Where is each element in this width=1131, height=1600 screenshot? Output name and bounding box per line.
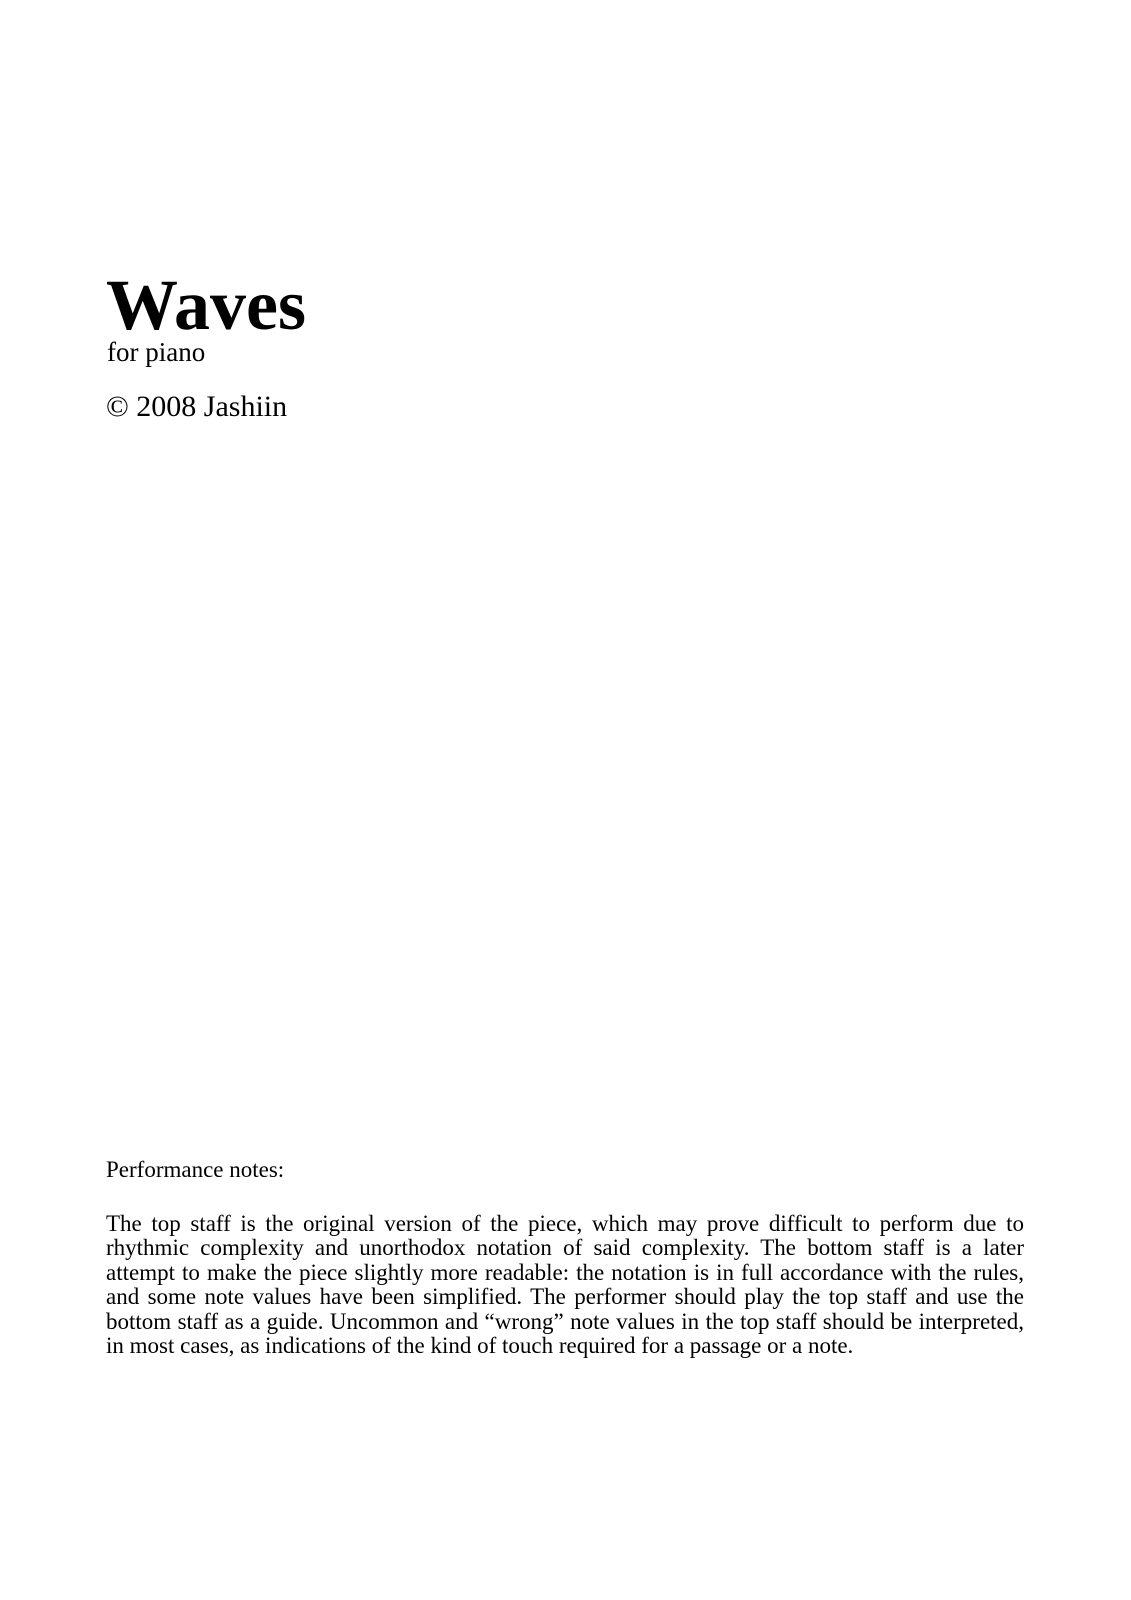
piece-subtitle: for piano — [107, 337, 206, 367]
piece-title: Waves — [106, 265, 307, 345]
copyright-notice: © 2008 Jashiin — [106, 390, 288, 423]
performance-notes-paragraph: The top staff is the original version of the piece, which may prove difficult to perform due to rhythmic complexity and unorthodox notation of said complexity. The bottom staff is a later attempt to make the piece slightly more readable: the notation is in full accordance with the rules, and some note values have been simplified. The performer should play the top staff and use the bottom staff as a guide. Uncommon and “wrong” note values in the top staff should be interpreted, in most cases, as indications of the kind of touch required for a passage or a note. — [106, 1211, 1024, 1359]
performance-notes-heading: Performance notes: — [106, 1157, 285, 1182]
